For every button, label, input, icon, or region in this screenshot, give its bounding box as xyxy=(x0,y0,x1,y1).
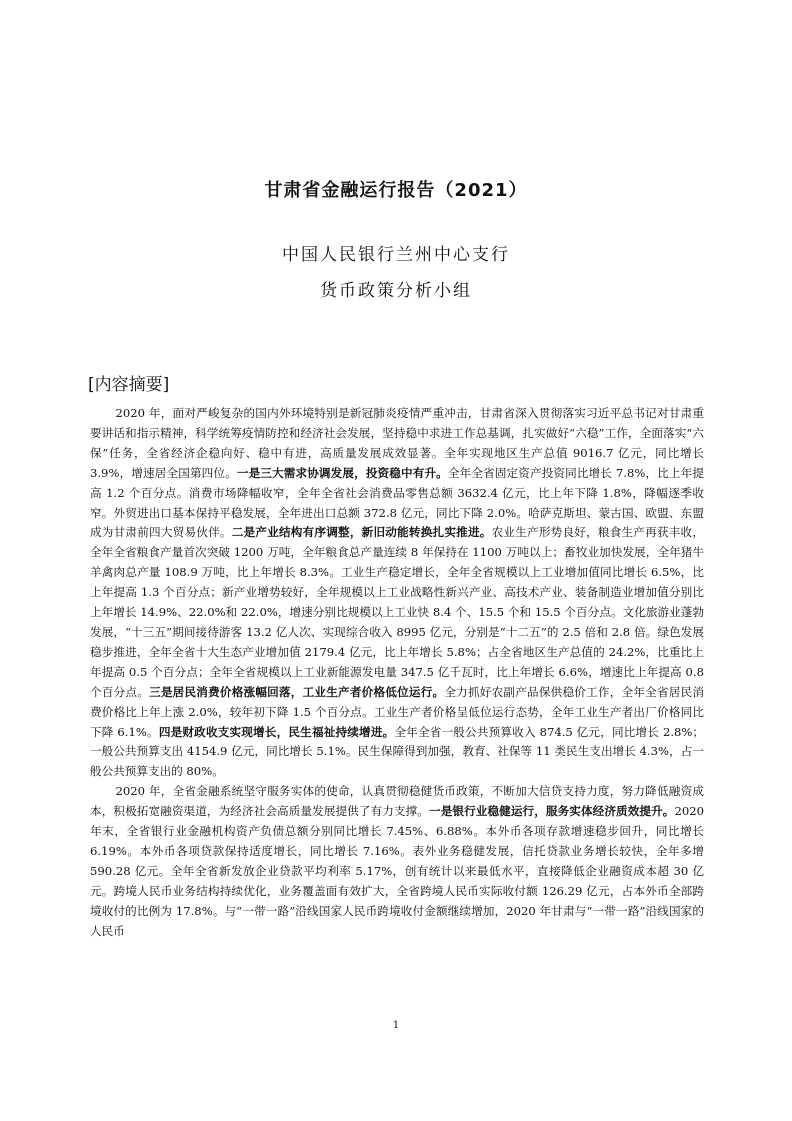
page-number: 1 xyxy=(392,1020,400,1031)
body-text: 2020 年，面对严峻复杂的国内外环境特别是新冠肺炎疫情严重冲击，甘肃省深入贯彻落实习近平总书记对甘肃重要讲话和指示精神，科学统筹疫情防控和经济社会发展，坚持稳中求进工作总基调，扎实做好“六稳”工作，全面落实“六保”任务，全省经济企稳向好、稳中有进，高质量发展成效显著。全年实现地区生产总值 9016.7 亿元，同比增长 3.9%，增速居全国第四位。 xyxy=(90,406,704,480)
emphasis-text: 三是居民消费价格涨幅回落，工业生产者价格低位运行。 xyxy=(149,684,445,699)
emphasis-text: 一是三大需求协调发展，投资稳中有升。 xyxy=(236,465,448,480)
paragraph xyxy=(90,782,704,941)
body-text: 全年全省一般公共预算收入 874.5 亿元，同比增长 2.8%；一般公共预算支出 4154.9 亿元，同比增长 5.1%。民生保障得到加强，教育、社保等 11 类民生支出增长 4.3%，占一般公共预算支出的 80%。 xyxy=(90,724,704,779)
paragraph xyxy=(90,404,704,782)
author-group: 货币政策分析小组 xyxy=(320,281,472,301)
report-title: 甘肃省金融运行报告（2021） xyxy=(264,180,528,201)
emphasis-text: 四是财政收支实现增长，民生福祉持续增进。 xyxy=(158,724,395,739)
emphasis-text: 一是银行业稳健运行，服务实体经济质效提升。 xyxy=(429,804,675,819)
body-text: 农业生产形势良好，粮食生产再获丰收，全年全省粮食产量首次突破 1200 万吨，全年粮食总产量连续 8 年保持在 1100 万吨以上；畜牧业加快发展，全年猪牛羊禽肉总产量 108.9 万吨，比上年增长 8.3%。工业生产稳定增长，全年全省规模以上工业增加值同比增长 6.5%，比上年提高 1.3 个百分点；新产业增势较好，全年规模以上工业战略性新兴产业、高技术产业、装备制造业增加值分别比上年增长 14.9%、22.0%和 22.0%，增速分别比规模以上工业快 8.4 个、15.5 个和 15.5 个百分点。文化旅游业蓬勃发展，“十三五”期间接待游客 13.2 亿人次、实现综合收入 8995 亿元，分别是“十二五”的 2.5 倍和 2.8 倍。绿色发展稳步推进，全年全省十大生态产业增加值 2179.4 亿元，比上年增长 5.8%；占全省地区生产总值的 24.2%，比重比上年提高 0.5 个百分点；全年全省规模以上工业新能源发电量 347.5 亿千瓦时，比上年增长 6.6%，增速比上年提高 0.8 个百分点。 xyxy=(90,525,704,699)
body-text: 2020 年，全省金融系统坚守服务实体的使命，认真贯彻稳健货币政策，不断加大信贷支持力度，努力降低融资成本，积极拓宽融资渠道，为经济社会高质量发展提供了有力支撑。 xyxy=(90,784,704,819)
body-text: 2020 年末，全省银行业金融机构资产负债总额分别同比增长 7.45%、6.88%。本外币各项存款增速稳步回升，同比增长 6.19%。本外币各项贷款保持适度增长，同比增长 7.16%。表外业务稳健发展，信托贷款业务增长较快，全年多增 590.28 亿元。全年全省新发放企业贷款平均利率 5.17%，创有统计以来最低水平，直接降低企业融资成本超 30 亿元。跨境人民币业务结构持续优化，业务覆盖面有效扩大，全省跨境人民币实际收付额 126.29 亿元，占本外币全部跨境收付的比例为 17.8%。与“一带一路”沿线国家人民币跨境收付金额继续增加，2020 年甘肃与“一带一路”沿线国家的人民币 xyxy=(90,804,704,938)
section-heading: [内容摘要] xyxy=(88,375,170,395)
body-text: 全力抓好农副产品保供稳价工作，全年全省居民消费价格比上年上涨 2.0%，较年初下降 1.5 个百分点。工业生产者价格呈低位运行态势，全年工业生产者出厂价格同比下降 6.1%。 xyxy=(90,684,704,739)
emphasis-text: 二是产业结构有序调整，新旧动能转换扎实推进。 xyxy=(231,525,492,540)
body-text: 全年全省固定资产投资同比增长 7.8%，比上年提高 1.2 个百分点。消费市场降幅收窄，全年全省社会消费品零售总额 3632.4 亿元，比上年下降 1.8%，降幅逐季收窄。外贸进出口基本保持平稳发展，全年进出口总额 372.8 亿元，同比下降 2.0%。哈萨克斯坦、蒙古国、欧盟、东盟成为甘肃前四大贸易伙伴。 xyxy=(90,465,704,540)
abstract-body xyxy=(90,404,704,941)
author-organization: 中国人民银行兰州中心支行 xyxy=(282,245,510,265)
